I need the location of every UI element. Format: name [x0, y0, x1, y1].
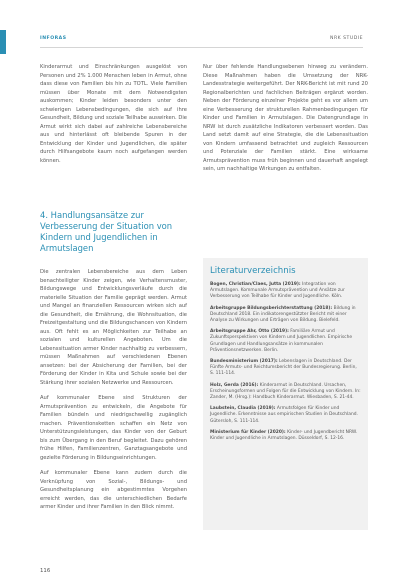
- page-number: 116: [40, 568, 51, 574]
- paragraph: Auf kommunaler Ebene sind Strukturen der Armutsprävention zu entwickeln, die Angebote für Familien bündeln und niedrigschwellig zugänglich machen. Präventionsketten schaffen ein Netz von Unterstützungsleistungen, das Kinder von der Geburt bis zum Übergang in den Beruf begleitet. Dazu gehören frühe Hilfen, Familienzentren, Ganztagsangebote und gezielte Förderung in Bildungseinrichtungen.: [40, 395, 187, 461]
- paragraph: Auf kommunaler Ebene kann zudem durch die Verknüpfung von Sozial-, Bildungs- und Gesundheitsplanung ein abgestimmtes Vorgehen erreicht werden, das die unterschiedlichen Bedarfe armer Kinder und ihrer Familien in den Blick nimmt.: [40, 470, 187, 510]
- literature-entry: [210, 383, 362, 402]
- left-column-body: [40, 268, 187, 519]
- paragraph: Kinderarmut und Einschränkungen ausgelöst von Personen und 2% 1.000 Menschen leben in Armut, ohne dass diese von Familien bis hin zu TOTL. Viele Familien müssen über Monate mit dem Notwendigsten auskommen; Kinder leiden besonders unter den schwierigen Lebensbedingungen, die sich auf ihre Gesundheit, Bildung und soziale Teilhabe auswirken. Die Armut wirkt sich dabei auf zahlreiche Lebensbereiche aus und hinterlässt oft bleibende Spuren in der Entwicklung der Kinder und Jugendlichen, die später durch Hilfsangebote kaum noch aufgefangen werden können.: [40, 64, 187, 164]
- ref-text: Armutsfolgen für Kinder und Jugendliche. Erkenntnisse aus empirischen Studien in Deutschland. Gütersloh, S. 111-114.: [210, 406, 358, 424]
- ref-text: Familiäre Armut und Zukunftsperspektiven von Kindern und Jugendlichen. Empirische Grundlagen und Handlungsansätze in kommunalen Präventionsnetzwerken. Berlin.: [210, 329, 353, 353]
- section-heading: 4. Handlungsansätze zur Verbesserung der Situation von Kindern und Jugendlichen in Armutslagen: [40, 210, 173, 253]
- section-tab-marker: [0, 30, 6, 54]
- header-section-label: INFORAS: [40, 36, 67, 41]
- ref-text: Bildung in Deutschland 2018. Ein indikatorengestützter Bericht mit einer Analyse zu Wirkungen und Erträgen von Bildung. Bielefeld.: [210, 305, 356, 324]
- literature-entry: [210, 306, 362, 325]
- literature-entry: [210, 406, 362, 425]
- ref-author: Holz, Gerda (2016):: [210, 382, 259, 388]
- paragraph: Nur über fehlende Handlungsebenen hinweg zu verändern. Diese Maßnahmen haben die Umsetzung der NRK-Landesstrategie weitergeführt. Der NRK-Bericht ist mit rund 20 Regionalberichten und fachlichen Beiträgen ergänzt worden. Neben der Förderung einzelner Projekte geht es vor allem um eine Verbesserung der strukturellen Rahmenbedingungen für Kinder und Familien in Armutslagen. Die Datengrundlage in NRW ist durch zusätzliche Indikatoren verbessert worden. Das Land setzt damit auf eine Strategie, die die Lebenssituation von Kindern umfassend betrachtet und zugleich Ressourcen und Potenziale der Familien stärkt. Eine wirksame Armutsprävention muss früh beginnen und dauerhaft angelegt sein, um nachhaltige Wirkungen zu entfalten.: [203, 64, 368, 172]
- ref-author: Ministerium für Kinder (2020):: [210, 429, 286, 435]
- ref-author: Bogen, Christian/Claes, Jutta (2019):: [210, 282, 301, 287]
- right-column-intro: [203, 63, 368, 181]
- left-column-intro: [40, 63, 187, 172]
- ref-author: Bundesministerium (2017):: [210, 359, 278, 365]
- ref-text: Kinderarmut in Deutschland. Ursachen, Erscheinungsformen und Folgen für die Entwicklung von Kindern. In: Zander, M. (Hrsg.): Handbuch Kinderarmut. Wiesbaden, S. 21-44.: [210, 382, 361, 401]
- ref-author: Arbeitsgruppe Ahr, Otto (2019):: [210, 329, 289, 335]
- literature-title: Literaturverzeichnis: [210, 266, 296, 276]
- header-study-label: NRK STUDIE: [330, 36, 363, 41]
- literature-list: [210, 282, 362, 447]
- header-divider: [40, 47, 363, 48]
- ref-author: Arbeitsgruppe Bildungsberichterstattung (2018):: [210, 305, 333, 311]
- literature-entry: [210, 329, 362, 354]
- ref-author: Laubstein, Claudia (2019):: [210, 406, 276, 412]
- ref-text: Kinder- und Jugendbericht NRW. Kinder und Jugendliche in Armutslagen. Düsseldorf, S. 12-16.: [210, 429, 358, 442]
- ref-text: Integration von Armutslagen. Kommunale Armutsprävention und Ansätze zur Verbesserung von Teilhabe für Kinder und Jugendliche. Köln.: [210, 282, 345, 300]
- paragraph: Die zentralen Lebensbereiche aus dem Leben benachteiligter Kinder zeigen, wie Verhaltensmuster, Bildungswege und Entwicklungsverläufe durch die materielle Situation der Familie geprägt werden. Armut und Mangel an finanziellen Ressourcen wirken sich auf die Gesundheit, die Ernährung, die Wohnsituation, die Freizeitgestaltung und die Bildungschancen von Kindern aus. Oft fehlt es an Möglichkeiten zur Teilhabe an sozialen und kulturellen Angeboten. Um die Lebenssituation armer Kinder nachhaltig zu verbessern, müssen Maßnahmen auf verschiedenen Ebenen ansetzen: bei der Absicherung der Familien, bei der Förderung der Kinder in Kita und Schule sowie bei der Stärkung ihrer sozialen Netzwerke und Ressourcen.: [40, 269, 187, 386]
- ref-text: Lebenslagen in Deutschland. Der Fünfte Armuts- und Reichtumsbericht der Bundesregierung. Berlin, S. 111-114.: [210, 359, 357, 377]
- literature-entry: [210, 430, 362, 442]
- literature-entry: [210, 282, 362, 301]
- literature-entry: [210, 359, 362, 378]
